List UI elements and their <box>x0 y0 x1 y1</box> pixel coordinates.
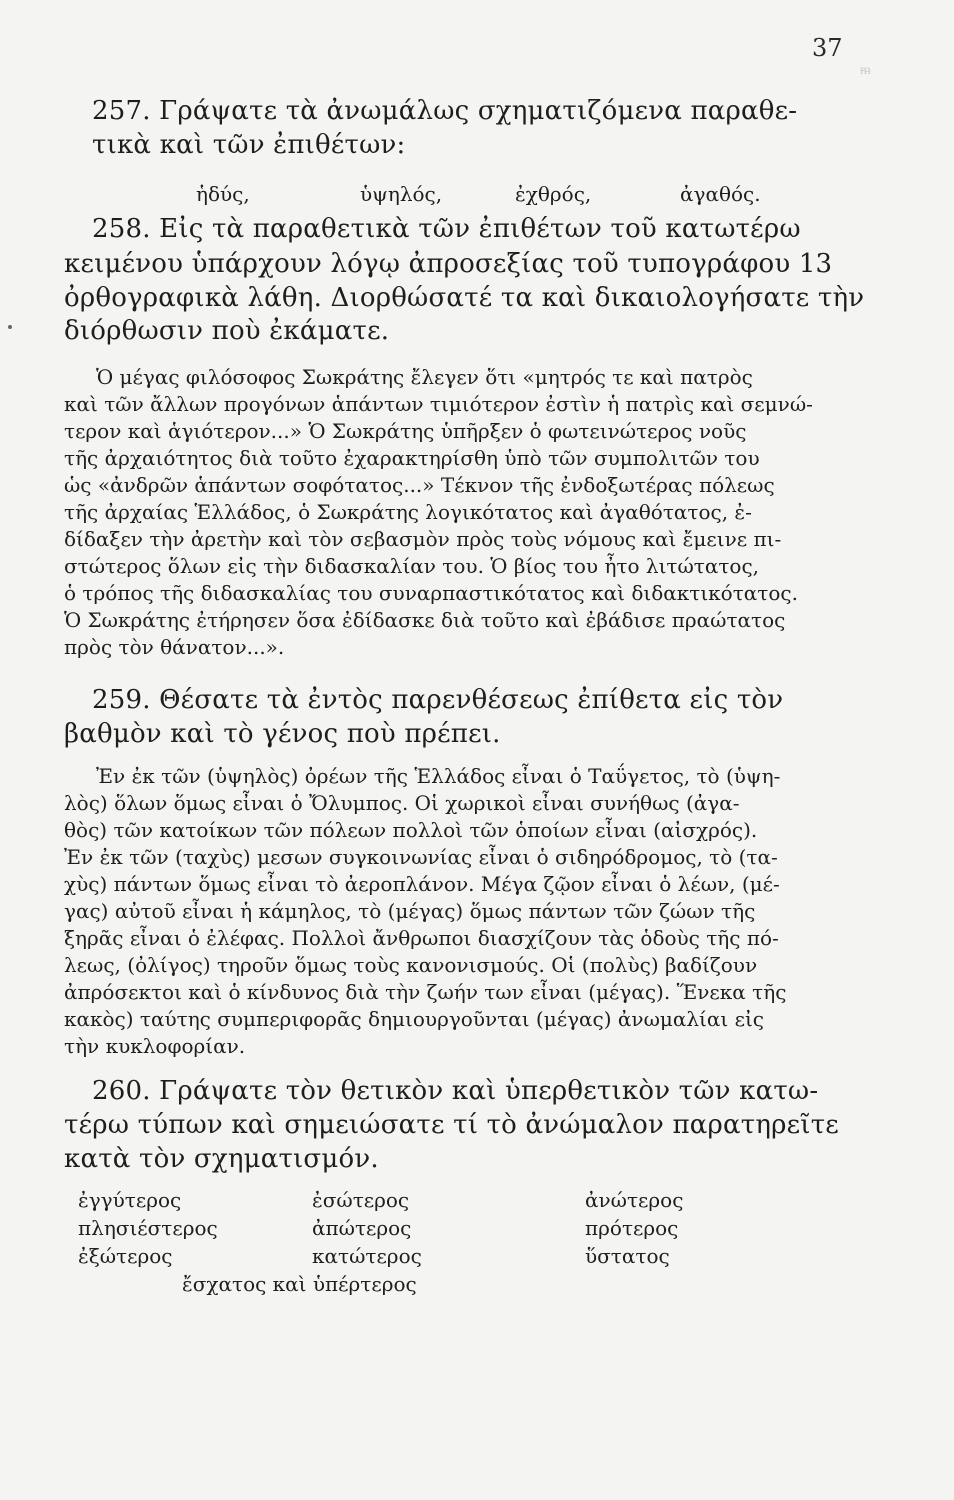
exercise-258-line-3: ὀρθογραφικὰ λάθη. Διορθώσατέ τα καὶ δικαιολογήσατε τὴν <box>64 283 865 313</box>
exercise-258-passage-line: τῆς ἀρχαίας Ἑλλάδος, ὁ Σωκράτης λογικότατος καὶ ἀγαθότατος, ἐ- <box>64 500 752 524</box>
exercise-257-line-1: 257. Γράψατε τὰ ἀνωμάλως σχηματιζόμενα παραθε- <box>92 96 798 126</box>
margin-dot <box>8 325 12 329</box>
page-number: 37 <box>812 34 843 62</box>
exercise-260-word: ἀνώτερος <box>585 1188 684 1212</box>
exercise-260-line-3: κατὰ τὸν σχηματισμόν. <box>64 1144 379 1174</box>
exercise-259-passage-line: ἀπρόσεκτοι καὶ ὁ κίνδυνος διὰ τὴν ζωήν των εἶναι (μέγας). Ἕνεκα τῆς <box>64 980 787 1004</box>
exercise-259-passage-line: κακὸς) ταύτης συμπεριφορᾶς δημιουργοῦνται (μέγας) ἀνωμαλίαι εἰς <box>64 1007 765 1031</box>
exercise-258-passage-line: Ὁ μέγας φιλόσοφος Σωκράτης ἔλεγεν ὅτι «μητρός τε καὶ πατρὸς <box>96 365 753 389</box>
exercise-258-passage-line: καὶ τῶν ἄλλων προγόνων ἁπάντων τιμιότερον ἐστὶν ἡ πατρὶς καὶ σεμνώ- <box>64 392 813 416</box>
exercise-259-passage-line: ξηρᾶς εἶναι ὁ ἐλέφας. Πολλοὶ ἄνθρωποι διασχίζουν τὰς ὁδοὺς τῆς πό- <box>64 926 779 950</box>
exercise-260-word: ἐξώτερος <box>78 1244 173 1268</box>
exercise-258-passage-line: τερον καὶ ἁγιότερον...» Ὁ Σωκράτης ὑπῆρξεν ὁ φωτεινώτερος νοῦς <box>64 419 747 443</box>
exercise-257-word: ἡδύς, <box>196 182 250 206</box>
exercise-259-passage-line: λεως, (ὀλίγος) τηροῦν ὅμως τοὺς κανονισμούς. Οἱ (πολὺς) βαδίζουν <box>64 953 758 977</box>
exercise-259-line-2: βαθμὸν καὶ τὸ γένος ποὺ πρέπει. <box>64 719 501 749</box>
exercise-260-word: πρότερος <box>585 1216 679 1240</box>
exercise-257-word: ὑψηλός, <box>360 182 443 206</box>
exercise-259-passage-line: λὸς) ὅλων ὅμως εἶναι ὁ Ὄλυμπος. Οἱ χωρικοὶ εἶναι συνήθως (ἀγα- <box>64 791 740 815</box>
exercise-258-line-4: διόρθωσιν ποὺ ἐκάματε. <box>64 316 390 346</box>
exercise-258-passage-line: τῆς ἀρχαιότητος διὰ τοῦτο ἐχαρακτηρίσθη ὑπὸ τῶν συμπολιτῶν του <box>64 446 760 470</box>
exercise-258-passage-line: πρὸς τὸν θάνατον...». <box>64 635 285 659</box>
exercise-258-passage-line: Ὁ Σωκράτης ἐτήρησεν ὅσα ἐδίδασκε διὰ τοῦτο καὶ ἐβάδισε πραώτατος <box>64 608 786 632</box>
exercise-259-passage-line: Ἐν ἐκ τῶν (ταχὺς) μεσων συγκοινωνίας εἶναι ὁ σιδηρόδρομος, τὸ (τα- <box>64 845 778 869</box>
exercise-259-passage-line: γας) αὐτοῦ εἶναι ἡ κάμηλος, τὸ (μέγας) ὅμως πάντων τῶν ζώων τῆς <box>64 899 756 923</box>
exercise-260-word: ἐσώτερος <box>312 1188 410 1212</box>
exercise-260-line-2: τέρω τύπων καὶ σημειώσατε τί τὸ ἀνώμαλον παρατηρεῖτε <box>64 1110 839 1140</box>
exercise-260-word: ἐγγύτερος <box>78 1188 182 1212</box>
exercise-258-line-2: κειμένου ὑπάρχουν λόγῳ ἀπροσεξίας τοῦ τυπογράφου 13 <box>64 249 833 279</box>
exercise-258-passage-line: ὁ τρόπος τῆς διδασκαλίας του συναρπαστικότατος καὶ διδακτικότατος. <box>64 581 798 605</box>
exercise-259-line-1: 259. Θέσατε τὰ ἐντὸς παρενθέσεως ἐπίθετα εἰς τὸν <box>92 685 784 715</box>
exercise-260-word: κατώτερος <box>312 1244 422 1268</box>
exercise-257-line-2: τικὰ καὶ τῶν ἐπιθέτων: <box>92 130 406 160</box>
exercise-259-passage-line: χὺς) πάντων ὅμως εἶναι τὸ ἀεροπλάνον. Μέγα ζῷον εἶναι ὁ λέων, (μέ- <box>64 872 780 896</box>
exercise-258-line-1: 258. Εἰς τὰ παραθετικὰ τῶν ἐπιθέτων τοῦ κατωτέρω <box>92 214 801 244</box>
exercise-260-line-1: 260. Γράψατε τὸν θετικὸν καὶ ὑπερθετικὸν τῶν κατω- <box>92 1076 819 1106</box>
exercise-257-word: ἐχθρός, <box>515 182 592 206</box>
exercise-259-passage-line: θὸς) τῶν κατοίκων τῶν πόλεων πολλοὶ τῶν ὁποίων εἶναι (αἰσχρός). <box>64 818 758 842</box>
exercise-260-word: πλησιέστερος <box>78 1216 218 1240</box>
exercise-260-word: ὕστατος <box>585 1244 670 1268</box>
bleed-through-mark: ᵯ <box>860 62 871 78</box>
exercise-259-passage-line: Ἐν ἐκ τῶν (ὑψηλὸς) ὀρέων τῆς Ἑλλάδος εἶναι ὁ Ταΰγετος, τὸ (ὑψη- <box>96 764 781 788</box>
exercise-260-last-word: ἔσχατος καὶ ὑπέρτερος <box>182 1272 417 1296</box>
exercise-257-word: ἀγαθός. <box>680 182 761 206</box>
exercise-259-passage-line: τὴν κυκλοφορίαν. <box>64 1034 246 1058</box>
exercise-258-passage-line: δίδαξεν τὴν ἀρετὴν καὶ τὸν σεβασμὸν πρὸς τοὺς νόμους καὶ ἔμεινε πι- <box>64 527 782 551</box>
exercise-260-word: ἀπώτερος <box>312 1216 412 1240</box>
exercise-258-passage-line: στώτερος ὅλων εἰς τὴν διδασκαλίαν του. Ὁ βίος του ἦτο λιτώτατος, <box>64 554 760 578</box>
exercise-258-passage-line: ὡς «ἀνδρῶν ἁπάντων σοφότατος...» Τέκνον τῆς ἐνδοξωτέρας πόλεως <box>64 473 775 497</box>
